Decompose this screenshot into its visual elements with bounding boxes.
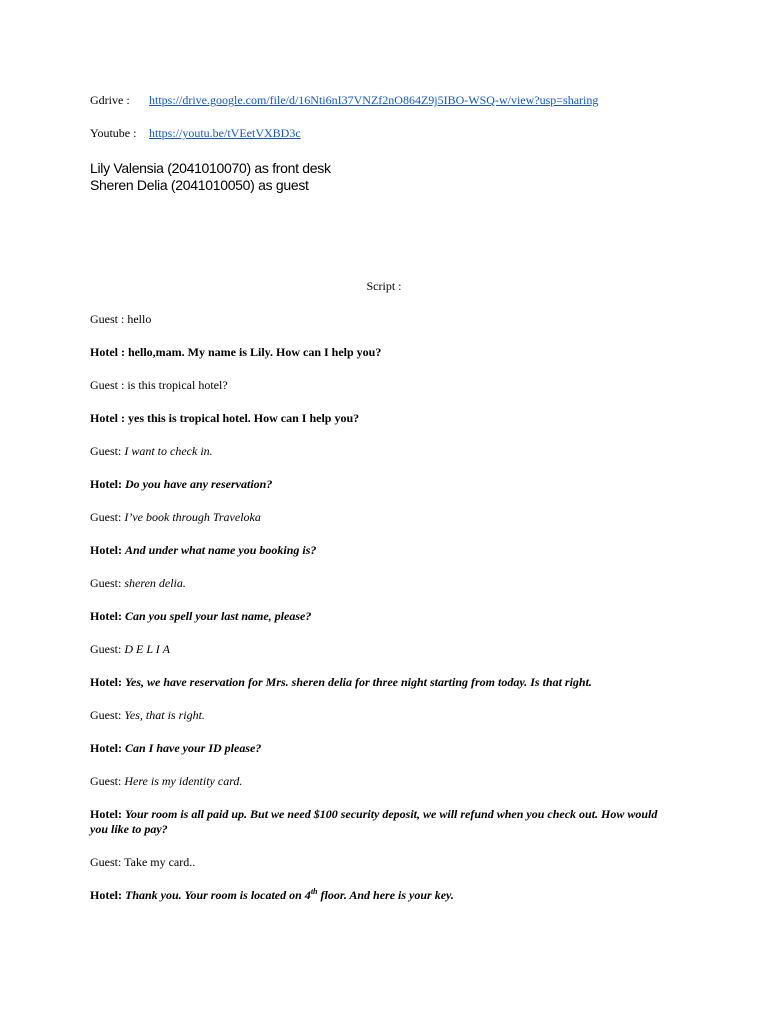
dialogue-text: yes this is tropical hotel. How can I help you? (128, 411, 360, 425)
dialogue-line-hotel (90, 888, 660, 903)
dialogue-line-hotel (90, 345, 660, 360)
speaker-label: Hotel : (90, 411, 128, 425)
dialogue-line-guest (90, 312, 660, 327)
dialogue-text: Can I have your ID please? (125, 741, 262, 755)
speaker-label: Guest: (90, 576, 125, 590)
dialogue-line-guest (90, 642, 660, 657)
dialogue-line-hotel (90, 807, 660, 837)
youtube-label: Youtube : (90, 126, 137, 140)
dialogue-line-guest (90, 576, 660, 591)
dialogue-text: hello,mam. My name is Lily. How can I help you? (128, 345, 382, 359)
speaker-label: Hotel: (90, 888, 125, 902)
dialogue-line-hotel (90, 477, 660, 492)
dialogue-line-hotel (90, 741, 660, 756)
dialogue-line-guest (90, 708, 660, 723)
dialogue-text: hello (127, 312, 152, 326)
speaker-label: Guest : (90, 378, 128, 392)
dialogue-text: Your room is all paid up. But we need $100 security deposit, we will refund when you check out. How would you like to pay? (90, 807, 658, 836)
speaker-label: Hotel: (90, 741, 125, 755)
dialogue-text: is this tropical hotel? (127, 378, 228, 392)
dialogue-text: Here is my identity card. (124, 774, 243, 788)
dialogue-text: I want to check in. (124, 444, 213, 458)
speaker-label: Guest: (90, 510, 125, 524)
gdrive-label: Gdrive : (90, 93, 130, 107)
dialogue-line-hotel (90, 411, 660, 426)
speaker-label: Guest : (90, 312, 128, 326)
dialogue-text: sheren delia. (124, 576, 186, 590)
dialogue-line-hotel (90, 609, 660, 624)
gdrive-link-row (90, 93, 598, 108)
gdrive-link[interactable]: https://drive.google.com/file/d/16Nti6nI37VNZf2nO864Z9j5IBO-WSQ-w/view?usp=sharing (149, 93, 599, 107)
dialogue-line-guest (90, 855, 660, 870)
dialogue-text: Yes, we have reservation for Mrs. sheren delia for three night starting from today. Is that right. (125, 675, 592, 689)
dialogue-line-hotel (90, 675, 660, 690)
speaker-label: Hotel: (90, 543, 125, 557)
dialogue-text: Do you have any reservation? (125, 477, 273, 491)
cast-guest: Sheren Delia (2041010050) as guest (90, 177, 309, 193)
dialogue-superscript: th (310, 887, 318, 896)
speaker-label: Hotel: (90, 675, 125, 689)
dialogue-text: And under what name you booking is? (125, 543, 317, 557)
dialogue-text: D E L I A (124, 642, 170, 656)
dialogue-text-continued: floor. And here is your key. (317, 888, 454, 902)
dialogue-text: Take my card.. (124, 855, 196, 869)
dialogue-text: I’ve book through Traveloka (124, 510, 261, 524)
speaker-label: Guest: (90, 774, 125, 788)
speaker-label: Guest: (90, 642, 125, 656)
dialogue-text: Can you spell your last name, please? (125, 609, 312, 623)
dialogue-line-guest (90, 444, 660, 459)
speaker-label: Guest: (90, 708, 125, 722)
speaker-label: Guest: (90, 444, 125, 458)
youtube-link[interactable]: https://youtu.be/tVEetVXBD3c (149, 126, 301, 140)
script-title: Script : (366, 279, 402, 293)
youtube-link-row (90, 126, 301, 141)
dialogue-line-hotel (90, 543, 660, 558)
speaker-label: Guest: (90, 855, 125, 869)
cast-front-desk: Lily Valensia (2041010070) as front desk (90, 160, 331, 176)
dialogue-text: Yes, that is right. (124, 708, 205, 722)
speaker-label: Hotel: (90, 609, 125, 623)
speaker-label: Hotel: (90, 807, 125, 821)
dialogue-line-guest (90, 510, 660, 525)
speaker-label: Hotel: (90, 477, 125, 491)
dialogue-text: Thank you. Your room is located on 4 (125, 888, 311, 902)
speaker-label: Hotel : (90, 345, 128, 359)
dialogue-line-guest (90, 774, 660, 789)
dialogue-line-guest (90, 378, 660, 393)
